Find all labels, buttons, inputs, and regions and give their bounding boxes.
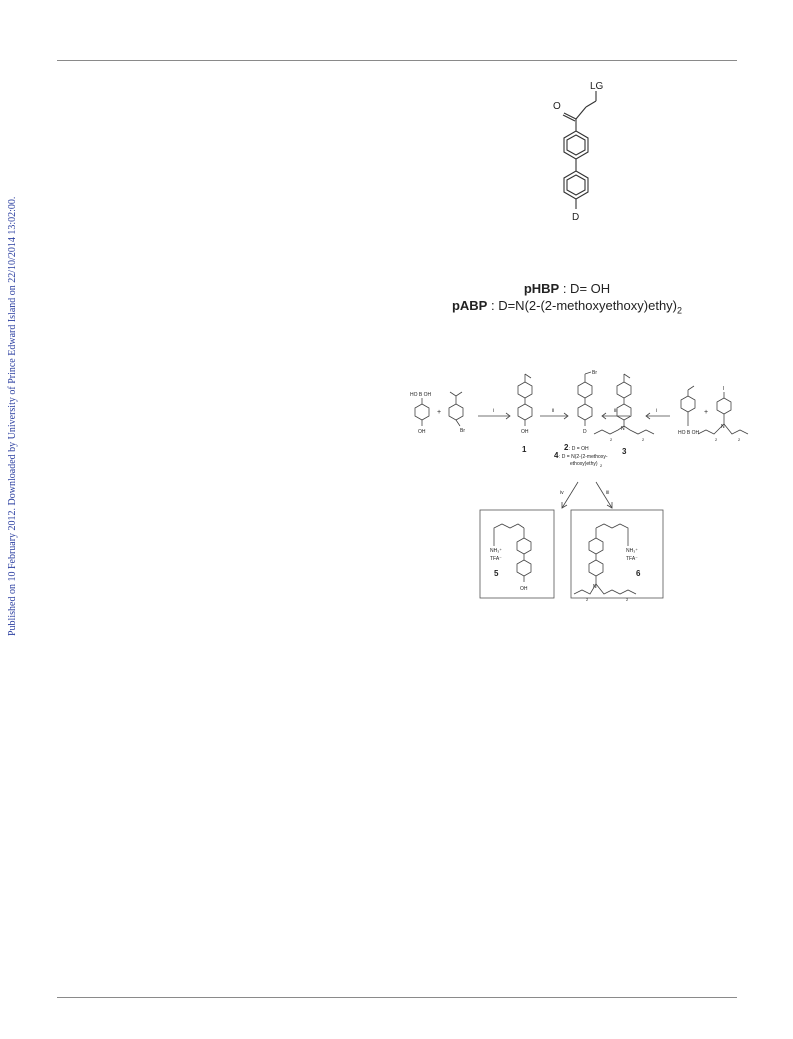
label-1: 1 — [522, 445, 527, 454]
label-4: 4 — [554, 451, 559, 460]
definition-4-sub: 2 — [600, 463, 603, 468]
top-rule — [57, 60, 737, 61]
top-structure — [520, 75, 630, 255]
sub-2d: 2 — [738, 437, 741, 442]
definition-2: : D = OH — [569, 446, 589, 452]
iodo-label: I — [723, 386, 725, 392]
sub-2e: 2 — [586, 597, 589, 602]
bottom-rule — [57, 997, 737, 998]
label-2: 2 — [564, 443, 569, 452]
tfa-label-5: TFA⁻ — [490, 556, 502, 562]
n-label-6: N — [593, 584, 597, 590]
step-iii-b: iii — [606, 490, 610, 496]
br-label-1: Br — [460, 428, 465, 434]
definition-4-line2: ethoxy)ethy) — [570, 461, 598, 467]
n-label-3: N — [621, 426, 625, 432]
step-iv: iv — [560, 490, 564, 496]
phbp-name: pHBP — [523, 281, 560, 296]
n-label-right: N — [721, 424, 725, 430]
label-3: 3 — [622, 447, 627, 456]
nh3-label-6: NH₃⁺ — [626, 548, 638, 554]
pabp-name: pABP — [451, 298, 488, 313]
oh-label-2: OH — [521, 429, 529, 435]
plus-sign-2: + — [704, 409, 709, 416]
d-label-2: D — [583, 429, 587, 435]
plus-sign-1: + — [437, 409, 442, 416]
d-label: D — [572, 212, 580, 223]
step-iii: iii — [614, 408, 618, 414]
lg-label: LG — [590, 81, 604, 92]
sub-2b: 2 — [642, 437, 645, 442]
pabp-line — [380, 297, 754, 320]
carbonyl-o-label: O — [553, 101, 561, 112]
sub-2f: 2 — [626, 597, 629, 602]
definition-4-line1: : D = N(2-(2-methoxy- — [559, 454, 608, 460]
oh-label-1: OH — [418, 429, 426, 435]
step-ii: ii — [552, 408, 555, 414]
tfa-label-6: TFA⁻ — [626, 556, 638, 562]
synthesis-scheme — [398, 362, 743, 607]
phbp-line — [380, 280, 754, 297]
step-i-1: i — [493, 408, 495, 414]
oh-label-5: OH — [520, 586, 528, 592]
pabp-definition: : D=N(2-(2-methoxyethoxy)ethy) — [487, 298, 678, 313]
label-6: 6 — [636, 569, 641, 578]
boronic-acid-label: HO B OH — [410, 392, 432, 398]
sub-2a: 2 — [610, 437, 613, 442]
sub-2c: 2 — [715, 437, 718, 442]
pabp-subscript: 2 — [677, 305, 683, 316]
label-5: 5 — [494, 569, 499, 578]
publication-note: Published on 10 February 2012. Downloaded by University of Prince Edward Island on 22/10/2014 13:02:00. — [7, 196, 18, 636]
phbp-definition: : D= OH — [559, 281, 611, 296]
step-i-2: i — [656, 408, 658, 414]
nh3-label-5: NH₃⁺ — [490, 548, 502, 554]
boronic-acid-label-2: HO B OH — [678, 430, 700, 436]
structure-legend — [380, 280, 754, 320]
br-label-2: Br — [592, 370, 597, 376]
